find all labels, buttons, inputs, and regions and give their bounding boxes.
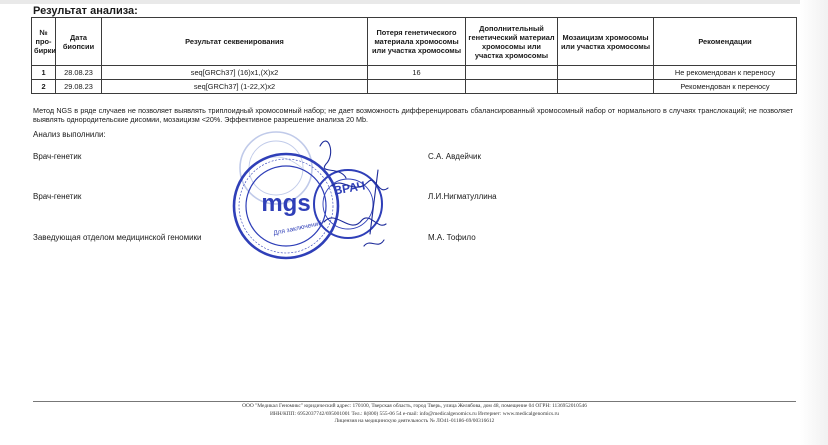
- footer-line: Лицензия на медицинскую деятельность № ЛО41-01186-69/00316612: [334, 418, 495, 424]
- seal-inner-text: Для заключений: [272, 219, 323, 238]
- cell-sequencing-result: seq[GRCh37] (16)x1,(X)x2: [102, 66, 368, 80]
- stamps-and-signatures: [228, 126, 398, 271]
- cell-additional-material: [466, 80, 558, 94]
- table-row: [32, 80, 797, 94]
- cell-tube-number: 2: [32, 80, 56, 94]
- seal-logo: mgs: [261, 190, 311, 217]
- doctor-stamp-title: ВРАЧ: [332, 178, 367, 198]
- col-header-tube-number: № про-бирки: [32, 18, 56, 66]
- company-seal: [234, 154, 338, 258]
- signatory-name: С.А. Авдейчик: [428, 152, 481, 161]
- footer-line: ООО "Медикал Геномикс" юридический адрес: 170100, Тверская область, город Тверь, улица Желябова, дом 48, помещение 04 ОГРН: 1136952010546: [242, 403, 587, 409]
- signatory-role: Врач-генетик: [33, 192, 82, 201]
- cell-mosaicism: [558, 66, 654, 80]
- page-top-edge: [0, 0, 828, 4]
- footer-line: ИНН/КПП: 6952037742/695001001 Тел.: 8(800) 555-06 54 e-mail: info@medicalgenomics.ru Интернет: www.medicalgenomics.ru: [269, 410, 559, 417]
- page-right-edge: [800, 0, 828, 445]
- footer-divider: [33, 401, 796, 402]
- cell-tube-number: 1: [32, 66, 56, 80]
- signatory-name: Л.И.Нигматуллина: [428, 192, 497, 201]
- cell-mosaicism: [558, 80, 654, 94]
- col-header-recommendations: Рекомендации: [654, 18, 797, 66]
- signatory-name: М.А. Тофило: [428, 233, 476, 242]
- col-header-additional-material: Дополнительный генетический материал хромосомы или участка хромосомы: [466, 18, 558, 66]
- table-header-row: [32, 18, 797, 66]
- signatory-role: Заведующая отделом медицинской геномики: [33, 233, 202, 242]
- method-note: Метод NGS в ряде случаев не позволяет выявлять триплоидный хромосомный набор; не дает возможность дифференцировать сбалансированный хромосомный набор от нормального в случаях транслокаций; не позволяет выявлять однородительские дисомии, мозаицизм <20%. Эффективное разрешение анализа 20 Mb.: [33, 106, 793, 124]
- col-header-mosaicism: Мозаицизм хромосомы или участка хромосомы: [558, 18, 654, 66]
- footer: [33, 403, 796, 426]
- section-title: Результат анализа:: [33, 5, 138, 17]
- table-row: [32, 66, 797, 80]
- signatory-role: Врач-генетик: [33, 152, 82, 161]
- cell-additional-material: [466, 66, 558, 80]
- results-table: [31, 17, 797, 94]
- cell-biopsy-date: 28.08.23: [56, 66, 102, 80]
- col-header-sequencing-result: Результат секвенирования: [102, 18, 368, 66]
- col-header-material-loss: Потеря генетического материала хромосомы или участка хромосомы: [368, 18, 466, 66]
- col-header-biopsy-date: Дата биопсии: [56, 18, 102, 66]
- analysis-performed-label: Анализ выполнили:: [33, 130, 106, 139]
- cell-recommendation: Рекомендован к переносу: [654, 80, 797, 94]
- cell-sequencing-result: seq[GRCh37] (1-22,X)x2: [102, 80, 368, 94]
- cell-biopsy-date: 29.08.23: [56, 80, 102, 94]
- cell-material-loss: [368, 80, 466, 94]
- cell-recommendation: Не рекомендован к переносу: [654, 66, 797, 80]
- cell-material-loss: 16: [368, 66, 466, 80]
